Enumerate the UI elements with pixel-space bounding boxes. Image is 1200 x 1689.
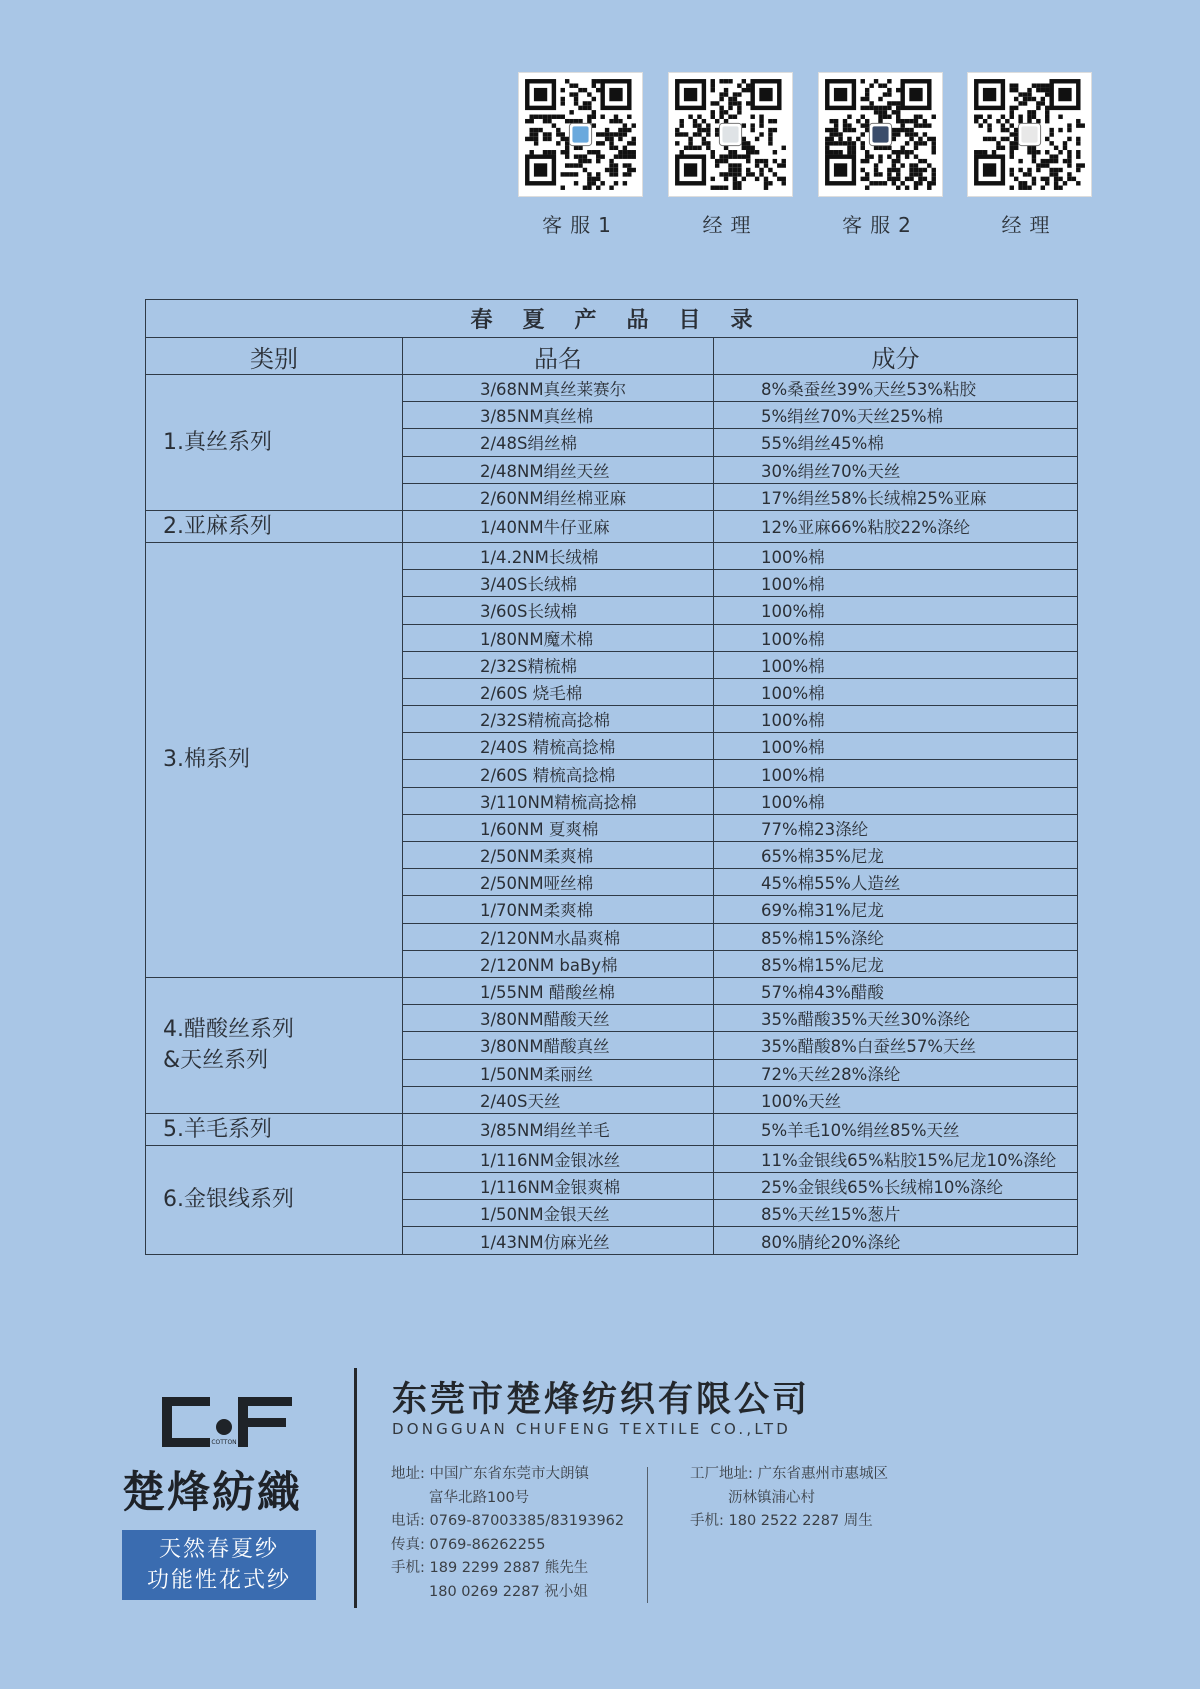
product-name-cell: 3/80NM醋酸天丝: [403, 1005, 714, 1032]
product-name-cell: 2/32S精梳高捻棉: [403, 706, 714, 733]
slogan-line-1: 天然春夏纱: [158, 1537, 279, 1562]
category-cell: 5.羊毛系列: [146, 1113, 403, 1145]
composition-cell: 100%天丝: [714, 1086, 1078, 1113]
table-row: [146, 977, 1078, 1004]
table-row: [146, 1113, 1078, 1145]
product-name-cell: 3/85NM真丝棉: [403, 402, 714, 429]
qr-label: 客服1: [542, 213, 619, 237]
product-name-cell: 3/68NM真丝莱赛尔: [403, 375, 714, 402]
composition-cell: 17%绢丝58%长绒棉25%亚麻: [714, 483, 1078, 510]
qr-code-icon: [518, 72, 643, 197]
product-name-cell: 1/50NM柔丽丝: [403, 1059, 714, 1086]
product-name-cell: 1/40NM牛仔亚麻: [403, 510, 714, 542]
composition-cell: 65%棉35%尼龙: [714, 842, 1078, 869]
table-row: [146, 542, 1078, 569]
contact-column-right: [690, 1463, 888, 1534]
table-row: [146, 375, 1078, 402]
contact-line: 电话: 0769-87003385/83193962: [391, 1513, 625, 1529]
product-name-cell: 1/4.2NM长绒棉: [403, 542, 714, 569]
category-cell: 6.金银线系列: [146, 1145, 403, 1254]
product-name-cell: 2/40S 精梳高捻棉: [403, 733, 714, 760]
contact-line: 富华北路100号: [429, 1489, 530, 1506]
composition-cell: 72%天丝28%涤纶: [714, 1059, 1078, 1086]
qr-code-icon: [668, 72, 793, 197]
qr-code-icon: [818, 72, 943, 197]
product-name-cell: 3/40S长绒棉: [403, 570, 714, 597]
composition-cell: 5%羊毛10%绢丝85%天丝: [714, 1113, 1078, 1145]
composition-cell: 100%棉: [714, 570, 1078, 597]
qr-block: [818, 72, 943, 238]
category-cell: 1.真丝系列: [146, 375, 403, 511]
product-name-cell: 2/48NM绢丝天丝: [403, 456, 714, 483]
logo-small-text: COTTON: [211, 1439, 237, 1446]
product-name-cell: 2/48S绢丝棉: [403, 429, 714, 456]
header-product-name: 品名: [403, 338, 714, 375]
product-name-cell: 1/70NM柔爽棉: [403, 896, 714, 923]
product-name-cell: 3/60S长绒棉: [403, 597, 714, 624]
composition-cell: 100%棉: [714, 651, 1078, 678]
table-row: [146, 1145, 1078, 1172]
product-name-cell: 3/80NM醋酸真丝: [403, 1032, 714, 1059]
composition-cell: 100%棉: [714, 787, 1078, 814]
product-name-cell: 2/120NM baBy棉: [403, 950, 714, 977]
product-name-cell: 2/120NM水晶爽棉: [403, 923, 714, 950]
product-name-cell: 1/55NM 醋酸丝棉: [403, 977, 714, 1004]
composition-cell: 69%棉31%尼龙: [714, 896, 1078, 923]
product-name-cell: 1/50NM金银天丝: [403, 1200, 714, 1227]
cf-logo-icon: [160, 1393, 295, 1451]
product-name-cell: 2/32S精梳棉: [403, 651, 714, 678]
company-name-cn: 东莞市楚烽纺织有限公司: [392, 1380, 811, 1420]
product-name-cell: 1/116NM金银冰丝: [403, 1145, 714, 1172]
contact-column-left: [391, 1463, 624, 1604]
product-name-cell: 2/60S 精梳高捻棉: [403, 760, 714, 787]
product-name-cell: 2/50NM哑丝棉: [403, 869, 714, 896]
composition-cell: 77%棉23涤纶: [714, 814, 1078, 841]
composition-cell: 12%亚麻66%粘胶22%涤纶: [714, 510, 1078, 542]
catalog-body: [146, 375, 1078, 1255]
contact-line: 180 0269 2287 祝小姐: [429, 1583, 588, 1600]
composition-cell: 5%绢丝70%天丝25%棉: [714, 402, 1078, 429]
contact-line: 沥林镇浦心村: [728, 1489, 815, 1506]
brand-logo-block: [122, 1393, 327, 1600]
composition-cell: 85%棉15%涤纶: [714, 923, 1078, 950]
composition-cell: 100%棉: [714, 760, 1078, 787]
category-cell: 3.棉系列: [146, 542, 403, 977]
composition-cell: 85%棉15%尼龙: [714, 950, 1078, 977]
composition-cell: 100%棉: [714, 542, 1078, 569]
composition-cell: 30%绢丝70%天丝: [714, 456, 1078, 483]
composition-cell: 100%棉: [714, 706, 1078, 733]
composition-cell: 100%棉: [714, 597, 1078, 624]
product-catalog-table: [145, 299, 1078, 1255]
product-name-cell: 2/60S 烧毛棉: [403, 678, 714, 705]
product-name-cell: 2/40S天丝: [403, 1086, 714, 1113]
catalog-title: 春夏产品目录: [146, 300, 1078, 338]
brand-name-cn: 楚烽紡織: [122, 1468, 302, 1518]
composition-cell: 11%金银线65%粘胶15%尼龙10%涤纶: [714, 1145, 1078, 1172]
header-composition: 成分: [714, 338, 1078, 375]
contact-line: 手机: 189 2299 2887 熊先生: [391, 1560, 589, 1576]
slogan-line-2: 功能性花式纱: [146, 1568, 291, 1593]
qr-label: 客服2: [842, 213, 919, 237]
product-name-cell: 2/50NM柔爽棉: [403, 842, 714, 869]
composition-cell: 25%金银线65%长绒棉10%涤纶: [714, 1173, 1078, 1200]
header-category: 类别: [146, 338, 403, 375]
qr-label: 经理: [702, 213, 759, 237]
product-name-cell: 2/60NM绢丝棉亚麻: [403, 483, 714, 510]
composition-cell: 45%棉55%人造丝: [714, 869, 1078, 896]
qr-block: [668, 72, 793, 238]
qr-label: 经理: [1001, 213, 1058, 237]
slogan-box: [122, 1530, 316, 1600]
product-name-cell: 1/60NM 夏爽棉: [403, 814, 714, 841]
contact-divider: [647, 1467, 648, 1603]
contact-line: 手机: 180 2522 2287 周生: [690, 1513, 873, 1529]
product-name-cell: 1/116NM金银爽棉: [403, 1173, 714, 1200]
composition-cell: 57%棉43%醋酸: [714, 977, 1078, 1004]
qr-block: [518, 72, 643, 238]
composition-cell: 55%绢丝45%棉: [714, 429, 1078, 456]
product-name-cell: 3/85NM绢丝羊毛: [403, 1113, 714, 1145]
composition-cell: 100%棉: [714, 678, 1078, 705]
qr-code-icon: [967, 72, 1092, 197]
product-name-cell: 1/43NM仿麻光丝: [403, 1227, 714, 1254]
composition-cell: 100%棉: [714, 733, 1078, 760]
composition-cell: 100%棉: [714, 624, 1078, 651]
product-name-cell: 1/80NM魔术棉: [403, 624, 714, 651]
qr-block: [967, 72, 1092, 238]
contact-line: 地址: 中国广东省东莞市大朗镇: [391, 1466, 589, 1482]
composition-cell: 85%天丝15%葱片: [714, 1200, 1078, 1227]
company-name-en: DONGGUAN CHUFENG TEXTILE CO.,LTD: [392, 1420, 791, 1438]
contact-line: 传真: 0769-86262255: [391, 1536, 546, 1553]
table-row: [146, 510, 1078, 542]
category-cell: 4.醋酸丝系列 &天丝系列: [146, 977, 403, 1113]
product-name-cell: 3/110NM精梳高捻棉: [403, 787, 714, 814]
composition-cell: 35%醋酸8%白蚕丝57%天丝: [714, 1032, 1078, 1059]
qr-code-row: [518, 72, 1093, 242]
composition-cell: 80%腈纶20%涤纶: [714, 1227, 1078, 1254]
composition-cell: 8%桑蚕丝39%天丝53%粘胶: [714, 375, 1078, 402]
composition-cell: 35%醋酸35%天丝30%涤纶: [714, 1005, 1078, 1032]
category-cell: 2.亚麻系列: [146, 510, 403, 542]
contact-line: 工厂地址: 广东省惠州市惠城区: [690, 1466, 888, 1482]
vertical-divider: [354, 1368, 357, 1608]
